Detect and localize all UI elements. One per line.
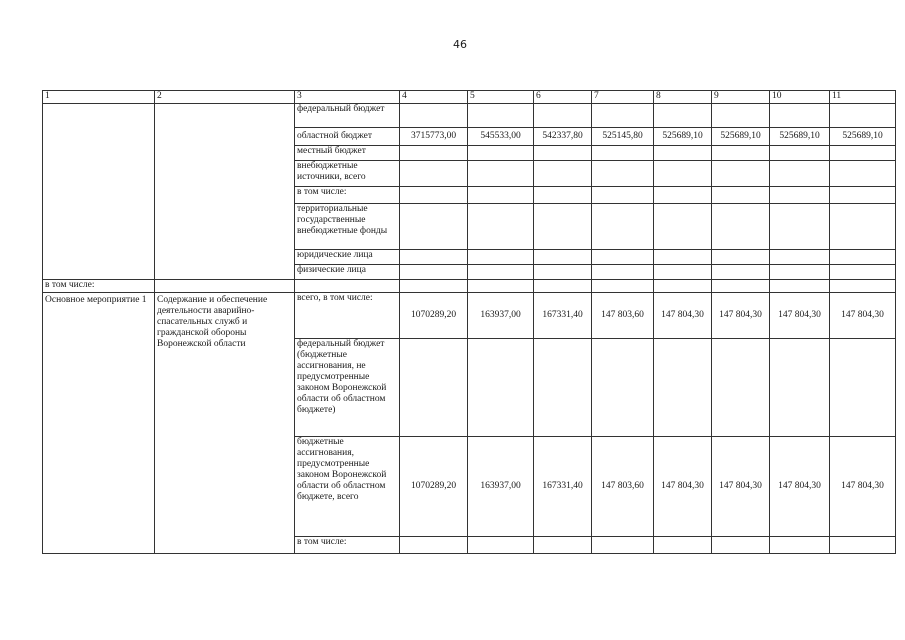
table-row (43, 280, 896, 293)
empty-cell (400, 280, 468, 293)
value-cell: 147 804,30 (770, 437, 830, 537)
table-row (43, 104, 896, 128)
value-cell (712, 265, 770, 280)
value-cell (400, 161, 468, 187)
source-label: федеральный бюджет (295, 104, 400, 128)
value-cell: 147 804,30 (770, 293, 830, 339)
value-cell (468, 537, 534, 554)
value-cell: 1070289,20 (400, 293, 468, 339)
source-label: всего, в том числе: (295, 293, 400, 339)
source-label: территориальные государственные внебюджетные фонды (295, 204, 400, 250)
value-cell: 1070289,20 (400, 437, 468, 537)
value-cell (400, 537, 468, 554)
source-label: бюджетные ассигнования, предусмотренные законом Воронежской области об областном бюджете, всего (295, 437, 400, 537)
value-cell (400, 187, 468, 204)
column-header: 9 (712, 91, 770, 104)
value-cell: 167331,40 (534, 293, 592, 339)
column-header: 4 (400, 91, 468, 104)
column-header: 11 (830, 91, 896, 104)
value-cell (400, 265, 468, 280)
value-cell (712, 104, 770, 128)
value-cell (654, 250, 712, 265)
value-cell (712, 187, 770, 204)
value-cell (468, 339, 534, 437)
column-header: 3 (295, 91, 400, 104)
value-cell (830, 339, 896, 437)
value-cell: 525689,10 (654, 128, 712, 146)
value-cell: 147 804,30 (654, 437, 712, 537)
value-cell: 147 804,30 (830, 293, 896, 339)
budget-table (42, 90, 896, 554)
empty-cell (654, 280, 712, 293)
value-cell (400, 104, 468, 128)
column-header: 5 (468, 91, 534, 104)
header-row (43, 91, 896, 104)
value-cell (770, 104, 830, 128)
value-cell (654, 146, 712, 161)
value-cell (712, 204, 770, 250)
value-cell (534, 187, 592, 204)
value-cell (468, 265, 534, 280)
value-cell: 545533,00 (468, 128, 534, 146)
empty-cell (592, 280, 654, 293)
page-number: 46 (453, 38, 467, 51)
empty-cell (770, 280, 830, 293)
value-cell (592, 265, 654, 280)
value-cell: 525689,10 (830, 128, 896, 146)
value-cell (468, 104, 534, 128)
value-cell (592, 146, 654, 161)
value-cell (830, 204, 896, 250)
value-cell (534, 204, 592, 250)
empty-cell (534, 280, 592, 293)
measure-name: Основное мероприятие 1 (43, 293, 155, 554)
value-cell: 147 804,30 (654, 293, 712, 339)
empty-cell (712, 280, 770, 293)
source-label: федеральный бюджет (бюджетные ассигнования, не предусмотренные законом Воронежской области об областном бюджете) (295, 339, 400, 437)
value-cell (654, 204, 712, 250)
column-header: 8 (654, 91, 712, 104)
column-header: 6 (534, 91, 592, 104)
value-cell (712, 161, 770, 187)
value-cell (830, 187, 896, 204)
source-label: юридические лица (295, 250, 400, 265)
source-label: внебюджетные источники, всего (295, 161, 400, 187)
value-cell (534, 537, 592, 554)
value-cell: 542337,80 (534, 128, 592, 146)
value-cell (712, 250, 770, 265)
value-cell (654, 339, 712, 437)
source-label: областной бюджет (295, 128, 400, 146)
measure-description: Содержание и обеспечение деятельности аварийно-спасательных служб и гражданской обороны Воронежской области (155, 293, 295, 554)
value-cell (534, 250, 592, 265)
value-cell: 147 804,30 (830, 437, 896, 537)
value-cell (534, 339, 592, 437)
value-cell (712, 339, 770, 437)
value-cell: 163937,00 (468, 437, 534, 537)
value-cell: 147 804,30 (712, 437, 770, 537)
value-cell: 147 803,60 (592, 437, 654, 537)
empty-cell (295, 280, 400, 293)
value-cell (468, 187, 534, 204)
value-cell (770, 187, 830, 204)
column-header: 7 (592, 91, 654, 104)
value-cell (400, 204, 468, 250)
empty-cell (830, 280, 896, 293)
value-cell (468, 204, 534, 250)
column-header: 10 (770, 91, 830, 104)
source-label: физические лица (295, 265, 400, 280)
value-cell (592, 339, 654, 437)
value-cell (770, 537, 830, 554)
value-cell (830, 250, 896, 265)
empty-cell (43, 104, 155, 280)
value-cell (592, 187, 654, 204)
value-cell (830, 104, 896, 128)
value-cell (770, 265, 830, 280)
value-cell (468, 146, 534, 161)
value-cell: 525689,10 (770, 128, 830, 146)
value-cell (770, 204, 830, 250)
value-cell (770, 146, 830, 161)
value-cell (400, 339, 468, 437)
column-header: 1 (43, 91, 155, 104)
value-cell (654, 161, 712, 187)
value-cell (400, 250, 468, 265)
table-row (43, 293, 896, 339)
empty-cell (155, 104, 295, 280)
value-cell (712, 537, 770, 554)
value-cell (770, 339, 830, 437)
value-cell (654, 187, 712, 204)
section-label: в том числе: (43, 280, 155, 293)
value-cell (534, 104, 592, 128)
empty-cell (468, 280, 534, 293)
value-cell: 147 803,60 (592, 293, 654, 339)
value-cell (830, 537, 896, 554)
value-cell: 3715773,00 (400, 128, 468, 146)
value-cell (654, 104, 712, 128)
value-cell (400, 146, 468, 161)
value-cell: 525145,80 (592, 128, 654, 146)
value-cell: 525689,10 (712, 128, 770, 146)
column-header: 2 (155, 91, 295, 104)
value-cell: 163937,00 (468, 293, 534, 339)
value-cell (592, 250, 654, 265)
value-cell (770, 161, 830, 187)
value-cell (534, 146, 592, 161)
value-cell (592, 104, 654, 128)
value-cell (534, 161, 592, 187)
value-cell (534, 265, 592, 280)
value-cell (830, 146, 896, 161)
value-cell (830, 265, 896, 280)
value-cell (592, 161, 654, 187)
value-cell (592, 204, 654, 250)
source-label: в том числе: (295, 187, 400, 204)
value-cell (712, 146, 770, 161)
value-cell (654, 265, 712, 280)
source-label: в том числе: (295, 537, 400, 554)
value-cell (830, 161, 896, 187)
value-cell (468, 161, 534, 187)
value-cell (592, 537, 654, 554)
value-cell (468, 250, 534, 265)
value-cell (770, 250, 830, 265)
source-label: местный бюджет (295, 146, 400, 161)
empty-cell (155, 280, 295, 293)
value-cell: 167331,40 (534, 437, 592, 537)
value-cell (654, 537, 712, 554)
value-cell: 147 804,30 (712, 293, 770, 339)
